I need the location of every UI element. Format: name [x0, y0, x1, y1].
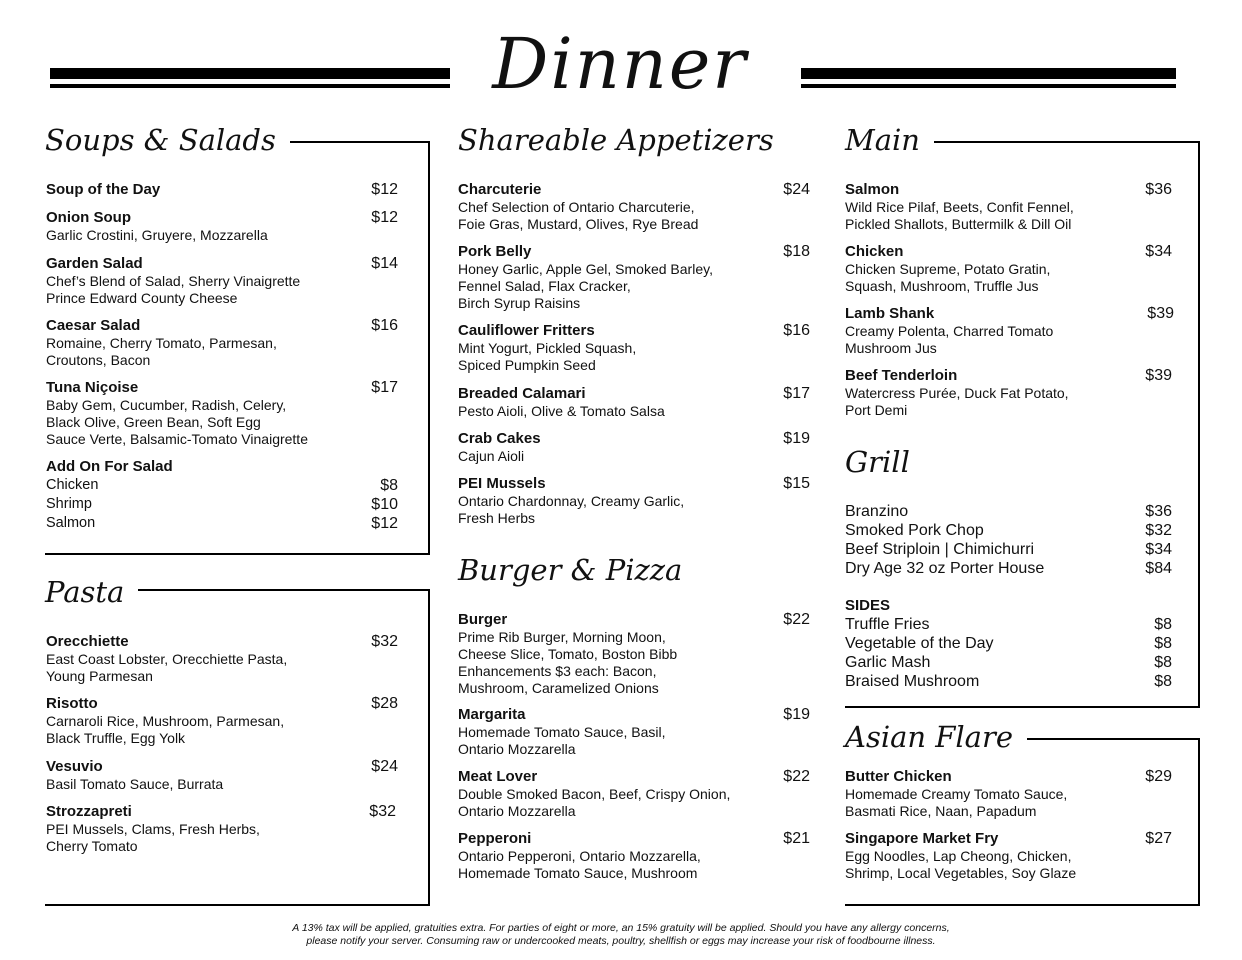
item-name: Pork Belly [458, 243, 532, 260]
addon-name: Salmon [46, 515, 96, 531]
addon-row [46, 476, 398, 495]
item-price: $39 [1147, 305, 1174, 322]
grill-name: Smoked Pork Chop [845, 522, 984, 539]
grill-list [845, 502, 1172, 578]
item-description: Mushroom, Caramelized Onions [458, 680, 659, 696]
item-name: Cauliflower Fritters [458, 322, 595, 339]
menu-item [458, 181, 810, 233]
grill-row [845, 540, 1172, 559]
item-description: Basmati Rice, Naan, Papadum [845, 803, 1037, 819]
menu-item [458, 475, 810, 527]
side-row [845, 615, 1172, 634]
menu-item [46, 181, 398, 199]
item-price: $27 [1145, 830, 1172, 847]
item-description: Honey Garlic, Apple Gel, Smoked Barley, [458, 261, 713, 277]
footer-line: A 13% tax will be applied, gratuities extra. For parties of eight or more, an 15% gratuity will be applied. Should you have any allergy concerns, [292, 922, 950, 934]
item-description: Ontario Mozzarella [458, 741, 576, 757]
item-name: Charcuterie [458, 181, 542, 198]
grill-price: $32 [1145, 522, 1172, 539]
item-name: Singapore Market Fry [845, 830, 999, 847]
menu-item [46, 255, 398, 307]
addon-price: $8 [380, 477, 398, 494]
item-description: Chef Selection of Ontario Charcuterie, [458, 199, 695, 215]
menu-item [458, 430, 810, 465]
item-price: $16 [783, 322, 810, 339]
item-name: Garden Salad [46, 255, 143, 272]
menu-item [845, 181, 1172, 233]
side-row [845, 672, 1172, 691]
addon-price: $12 [371, 515, 398, 532]
side-price: $8 [1154, 654, 1172, 671]
item-description: Cheese Slice, Tomato, Boston Bibb [458, 646, 678, 662]
grill-name: Beef Striploin | Chimichurri [845, 541, 1035, 558]
item-description: Creamy Polenta, Charred Tomato [845, 323, 1054, 339]
side-price: $8 [1154, 616, 1172, 633]
item-description: Port Demi [845, 402, 908, 418]
item-description: Foie Gras, Mustard, Olives, Rye Bread [458, 216, 699, 232]
item-description: Cajun Aioli [458, 448, 525, 464]
side-price: $8 [1154, 673, 1172, 690]
item-description: Croutons, Bacon [46, 352, 151, 368]
menu-item [458, 768, 810, 820]
addon-price: $10 [371, 496, 398, 513]
grill-row [845, 521, 1172, 540]
burger-section-title: Burger & Pizza [458, 552, 696, 588]
item-description: Wild Rice Pilaf, Beets, Confit Fennel, [845, 199, 1074, 215]
item-price: $22 [783, 611, 810, 628]
addon-name: Chicken [46, 477, 99, 493]
item-description: Ontario Mozzarella [458, 803, 576, 819]
item-name: Lamb Shank [845, 305, 935, 322]
item-name: Orecchiette [46, 633, 129, 650]
grill-price: $36 [1145, 503, 1172, 520]
item-description: Homemade Creamy Tomato Sauce, [845, 786, 1068, 802]
item-name: Burger [458, 611, 508, 628]
item-description: East Coast Lobster, Orecchiette Pasta, [46, 651, 288, 667]
item-price: $34 [1145, 243, 1172, 260]
item-description: Birch Syrup Raisins [458, 295, 581, 311]
grill-section-title: Grill [845, 444, 924, 480]
item-description: Romaine, Cherry Tomato, Parmesan, [46, 335, 277, 351]
item-description: Chef’s Blend of Salad, Sherry Vinaigrette [46, 273, 301, 289]
item-price: $17 [371, 379, 398, 396]
item-name: Butter Chicken [845, 768, 952, 785]
item-description: Black Truffle, Egg Yolk [46, 730, 186, 746]
item-name: Chicken [845, 243, 904, 260]
item-description: Mint Yogurt, Pickled Squash, [458, 340, 637, 356]
item-description: Ontario Pepperoni, Ontario Mozzarella, [458, 848, 701, 864]
item-price: $39 [1145, 367, 1172, 384]
asian-section-title: Asian Flare [845, 719, 1027, 755]
title-bar-right-thin [801, 84, 1176, 88]
item-description: Pesto Aioli, Olive & Tomato Salsa [458, 403, 665, 419]
item-name: Vesuvio [46, 758, 103, 775]
item-description: Fennel Salad, Flax Cracker, [458, 278, 631, 294]
item-price: $12 [371, 181, 398, 198]
item-price: $18 [783, 243, 810, 260]
menu-item [458, 322, 810, 374]
soups-section-title: Soups & Salads [45, 122, 290, 158]
side-row [845, 634, 1172, 653]
item-description: Sauce Verte, Balsamic-Tomato Vinaigrette [46, 431, 308, 447]
item-name: PEI Mussels [458, 475, 546, 492]
side-price: $8 [1154, 635, 1172, 652]
grill-row [845, 559, 1172, 578]
item-price: $21 [783, 830, 810, 847]
item-price: $15 [783, 475, 810, 492]
item-description: Spiced Pumpkin Seed [458, 357, 596, 373]
menu-item [458, 830, 810, 882]
main-section-title: Main [845, 122, 934, 158]
item-description: PEI Mussels, Clams, Fresh Herbs, [46, 821, 260, 837]
item-name: Onion Soup [46, 209, 131, 226]
item-description: Garlic Crostini, Gruyere, Mozzarella [46, 227, 268, 243]
title-bar-left-thick [50, 68, 450, 79]
menu-item [845, 830, 1172, 882]
side-name: Truffle Fries [845, 616, 930, 633]
item-description: Prince Edward County Cheese [46, 290, 238, 306]
item-name: Breaded Calamari [458, 385, 586, 402]
item-name: Caesar Salad [46, 317, 141, 334]
menu-item [46, 379, 398, 448]
item-description: Homemade Tomato Sauce, Mushroom [458, 865, 698, 881]
grill-name: Branzino [845, 503, 909, 520]
menu-item [458, 243, 810, 312]
title-bar-left-thin [50, 84, 450, 88]
item-price: $12 [371, 209, 398, 226]
side-name: Braised Mushroom [845, 673, 980, 690]
item-price: $22 [783, 768, 810, 785]
item-name: Strozzapreti [46, 803, 132, 820]
item-description: Fresh Herbs [458, 510, 536, 526]
item-name: Crab Cakes [458, 430, 541, 447]
side-name: Garlic Mash [845, 654, 931, 671]
footer-notice [200, 922, 1042, 948]
item-description: Chicken Supreme, Potato Gratin, [845, 261, 1051, 277]
menu-item [46, 317, 398, 369]
item-name: Risotto [46, 695, 98, 712]
pasta-section-title: Pasta [45, 574, 138, 610]
addon-label: Add On For Salad [46, 458, 173, 475]
item-description: Carnaroli Rice, Mushroom, Parmesan, [46, 713, 285, 729]
item-description: Pickled Shallots, Buttermilk & Dill Oil [845, 216, 1072, 232]
addon-name: Shrimp [46, 496, 92, 512]
menu-item [46, 633, 398, 685]
item-price: $19 [783, 706, 810, 723]
side-row [845, 653, 1172, 672]
grill-price: $34 [1145, 541, 1172, 558]
item-price: $19 [783, 430, 810, 447]
menu-item [46, 758, 398, 793]
grill-name: Dry Age 32 oz Porter House [845, 560, 1045, 577]
item-description: Shrimp, Local Vegetables, Soy Glaze [845, 865, 1077, 881]
item-name: Salmon [845, 181, 900, 198]
item-price: $16 [371, 317, 398, 334]
grill-price: $84 [1145, 560, 1172, 577]
item-description: Mushroom Jus [845, 340, 937, 356]
item-price: $14 [371, 255, 398, 272]
item-name: Meat Lover [458, 768, 538, 785]
item-name: Beef Tenderloin [845, 367, 958, 384]
item-price: $24 [783, 181, 810, 198]
side-name: Vegetable of the Day [845, 635, 994, 652]
item-description: Basil Tomato Sauce, Burrata [46, 776, 224, 792]
item-description: Prime Rib Burger, Morning Moon, [458, 629, 666, 645]
menu-item [46, 695, 398, 747]
menu-item [458, 385, 810, 420]
item-description: Homemade Tomato Sauce, Basil, [458, 724, 666, 740]
item-description: Egg Noodles, Lap Cheong, Chicken, [845, 848, 1072, 864]
item-description: Cherry Tomato [46, 838, 138, 854]
addon-block [46, 458, 398, 533]
item-name: Tuna Niçoise [46, 379, 139, 396]
menu-item [845, 367, 1172, 419]
item-price: $32 [369, 803, 396, 820]
item-name: Pepperoni [458, 830, 532, 847]
item-description: Enhancements $3 each: Bacon, [458, 663, 657, 679]
sides-label: SIDES [845, 597, 891, 614]
page-title: Dinner [492, 23, 748, 105]
menu-item [46, 209, 398, 244]
item-price: $17 [783, 385, 810, 402]
item-price: $29 [1145, 768, 1172, 785]
addon-row [46, 495, 398, 514]
item-description: Ontario Chardonnay, Creamy Garlic, [458, 493, 685, 509]
item-price: $24 [371, 758, 398, 775]
item-name: Soup of the Day [46, 181, 161, 198]
item-price: $36 [1145, 181, 1172, 198]
sides-list [845, 597, 1172, 691]
menu-item [845, 768, 1172, 820]
appetizers-section-title: Shareable Appetizers [458, 122, 788, 158]
addon-row [46, 514, 398, 533]
item-price: $32 [371, 633, 398, 650]
menu-item [845, 305, 1174, 357]
menu-item [845, 243, 1172, 295]
item-description: Black Olive, Green Bean, Soft Egg [46, 414, 261, 430]
menu-item [458, 611, 810, 697]
title-bar-right-thick [801, 68, 1176, 79]
item-description: Young Parmesan [46, 668, 153, 684]
item-description: Baby Gem, Cucumber, Radish, Celery, [46, 397, 287, 413]
menu-item [46, 803, 396, 855]
item-description: Watercress Purée, Duck Fat Potato, [845, 385, 1069, 401]
item-description: Squash, Mushroom, Truffle Jus [845, 278, 1039, 294]
menu-item [458, 706, 810, 758]
item-name: Margarita [458, 706, 526, 723]
footer-line: please notify your server. Consuming raw or undercooked meats, poultry, shellfish or eggs may increase your risk of foodbourne illness. [306, 935, 936, 947]
item-price: $28 [371, 695, 398, 712]
item-description: Double Smoked Bacon, Beef, Crispy Onion, [458, 786, 731, 802]
grill-row [845, 502, 1172, 521]
